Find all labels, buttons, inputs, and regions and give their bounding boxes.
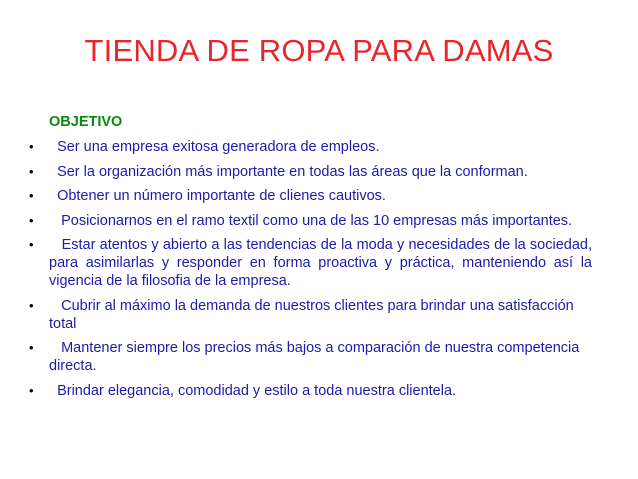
list-item-text: Mantener siempre los precios más bajos a comparación de nuestra competencia directa.: [49, 340, 584, 374]
bullet-icon: •: [29, 163, 34, 179]
list-item-text: Estar atentos y abierto a las tendencias de la moda y necesidades de la sociedad, para asimilarlas y responder en forma proactiva y práctica, manteniendo así la vigencia de la filosofia de la empresa.: [49, 237, 597, 289]
list-item: [0, 297, 638, 333]
list-item-text: Posicionarnos en el ramo textil como una de las 10 empresas más importantes.: [49, 212, 573, 229]
bullet-icon: •: [29, 340, 34, 355]
bullet-icon: •: [29, 139, 34, 154]
list-item-text: Brindar elegancia, comodidad y estilo a toda nuestra clientela.: [49, 382, 457, 399]
list-item: [0, 163, 638, 181]
bullet-icon: •: [29, 382, 34, 398]
list-item-text: Ser una empresa exitosa generadora de empleos.: [49, 139, 380, 155]
bullet-icon: •: [29, 237, 34, 252]
objective-heading: OBJETIVO: [49, 114, 123, 130]
list-item: [0, 212, 638, 230]
list-item-text: Ser la organización más importante en todas las áreas que la conforman.: [49, 163, 528, 180]
list-item: [0, 236, 638, 290]
bullet-icon: •: [29, 212, 34, 228]
slide-title: TIENDA DE ROPA PARA DAMAS: [84, 33, 554, 68]
objectives-list: [0, 138, 638, 406]
list-item: [0, 187, 638, 205]
list-item: [0, 382, 638, 400]
list-item-text: Cubrir al máximo la demanda de nuestros clientes para brindar una satisfacción total: [49, 297, 578, 332]
list-item-text: Obtener un número importante de clienes cautivos.: [49, 188, 386, 204]
list-item: [0, 138, 638, 156]
bullet-icon: •: [29, 188, 34, 203]
bullet-icon: •: [29, 297, 34, 313]
list-item: [0, 339, 638, 375]
